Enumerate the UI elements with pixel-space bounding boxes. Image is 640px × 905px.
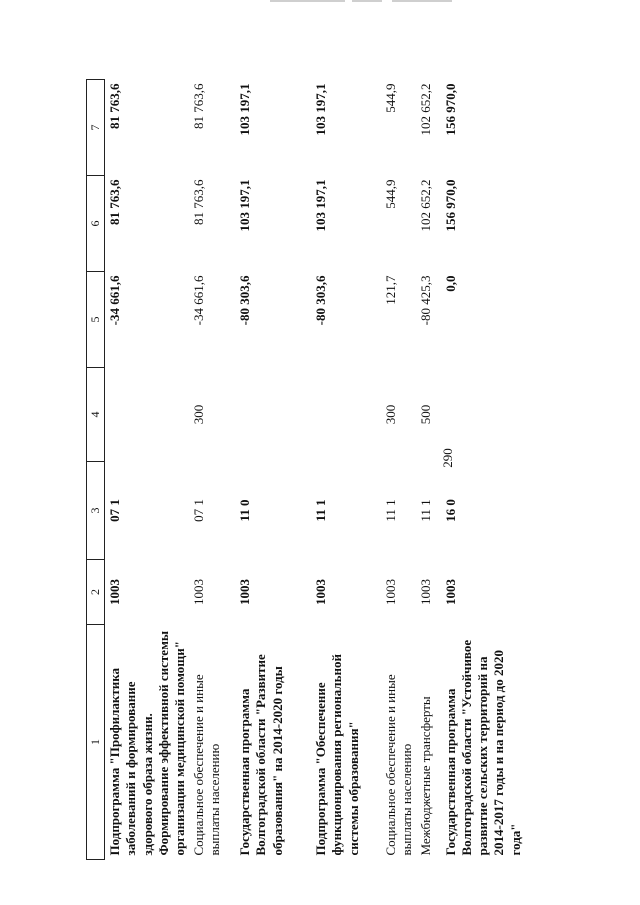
amount-total: 156 970,0 xyxy=(442,83,458,136)
expense-type-code xyxy=(105,368,190,462)
program-code: 07 1 xyxy=(107,499,122,522)
row-name: Подпрограмма "Обеспечение функционирования региональной системы образования" xyxy=(313,654,361,856)
column-header: 7 xyxy=(87,80,105,176)
program-code: 11 1 xyxy=(417,499,433,522)
column-header: 5 xyxy=(87,272,105,368)
amount-change: -80 303,6 xyxy=(313,275,328,326)
table-row xyxy=(441,80,533,860)
amount-change: -34 661,6 xyxy=(191,275,206,326)
amount-change: -80 303,6 xyxy=(237,275,252,326)
header-row xyxy=(87,80,105,860)
program-code: 11 1 xyxy=(313,499,328,522)
table-row xyxy=(416,80,441,860)
amount-total: 103 197,1 xyxy=(237,83,252,136)
scan-artifact xyxy=(270,0,345,2)
amount-value: 103 197,1 xyxy=(237,179,252,232)
table-row xyxy=(311,80,381,860)
row-name: Социальное обеспечение и иные выплаты населению xyxy=(383,674,415,856)
scan-artifact xyxy=(352,0,382,2)
row-name: Социальное обеспечение и иные выплаты населению xyxy=(191,674,223,856)
column-header: 2 xyxy=(87,560,105,625)
section-code: 1003 xyxy=(237,579,252,605)
column-header: 3 xyxy=(87,462,105,560)
page-number: 290 xyxy=(440,448,455,468)
amount-change: 0,0 xyxy=(442,275,458,292)
column-header: 1 xyxy=(87,625,105,860)
row-name: Государственная программа Волгоградской области "Устойчивое развитие сельских территорий на 2014-2017 годы и на период до 2020 года" xyxy=(442,639,523,856)
budget-table xyxy=(86,79,533,860)
amount-total: 81 763,6 xyxy=(191,83,206,129)
column-header: 4 xyxy=(87,368,105,462)
section-code: 1003 xyxy=(417,579,433,605)
section-code: 1003 xyxy=(107,579,122,605)
amount-value: 81 763,6 xyxy=(107,179,122,225)
amount-value: 103 197,1 xyxy=(313,179,328,232)
amount-total: 102 652,2 xyxy=(417,83,433,136)
amount-change: 121,7 xyxy=(383,275,398,305)
table-row xyxy=(189,80,235,860)
table-row xyxy=(105,80,190,860)
scan-artifact xyxy=(392,0,452,2)
amount-change: -80 425,3 xyxy=(417,275,433,326)
column-header: 6 xyxy=(87,176,105,272)
section-code: 1003 xyxy=(313,579,328,605)
table-row xyxy=(235,80,311,860)
table-row xyxy=(381,80,416,860)
program-code: 11 0 xyxy=(237,499,252,522)
amount-value: 102 652,2 xyxy=(417,179,433,232)
amount-value: 81 763,6 xyxy=(191,179,206,225)
row-name: Государственная программа Волгоградской области "Развитие образования" на 2014-2020 годы xyxy=(237,654,285,856)
amount-total: 544,9 xyxy=(383,83,398,113)
program-code: 07 1 xyxy=(191,499,206,522)
section-code: 1003 xyxy=(442,579,458,605)
amount-total: 81 763,6 xyxy=(107,83,122,129)
expense-type-code: 300 xyxy=(191,404,206,425)
expense-type-code: 300 xyxy=(383,404,398,425)
section-code: 1003 xyxy=(383,579,398,605)
row-name: Межбюджетные трансферты xyxy=(417,696,433,856)
expense-type-code xyxy=(235,368,311,462)
amount-value: 544,9 xyxy=(383,179,398,209)
row-name: Подпрограмма "Профилактика заболеваний и формирование здорового образа жизни. Формирование эффективной системы организации медицинской помощи" xyxy=(107,630,187,856)
amount-total: 103 197,1 xyxy=(313,83,328,136)
program-code: 16 0 xyxy=(442,499,458,522)
expense-type-code: 500 xyxy=(417,404,433,425)
amount-change: -34 661,6 xyxy=(107,275,122,326)
rotated-table-container xyxy=(86,80,523,860)
program-code: 11 1 xyxy=(383,499,398,522)
expense-type-code xyxy=(441,368,533,462)
section-code: 1003 xyxy=(191,579,206,605)
expense-type-code xyxy=(311,368,381,462)
amount-value: 156 970,0 xyxy=(442,179,458,232)
